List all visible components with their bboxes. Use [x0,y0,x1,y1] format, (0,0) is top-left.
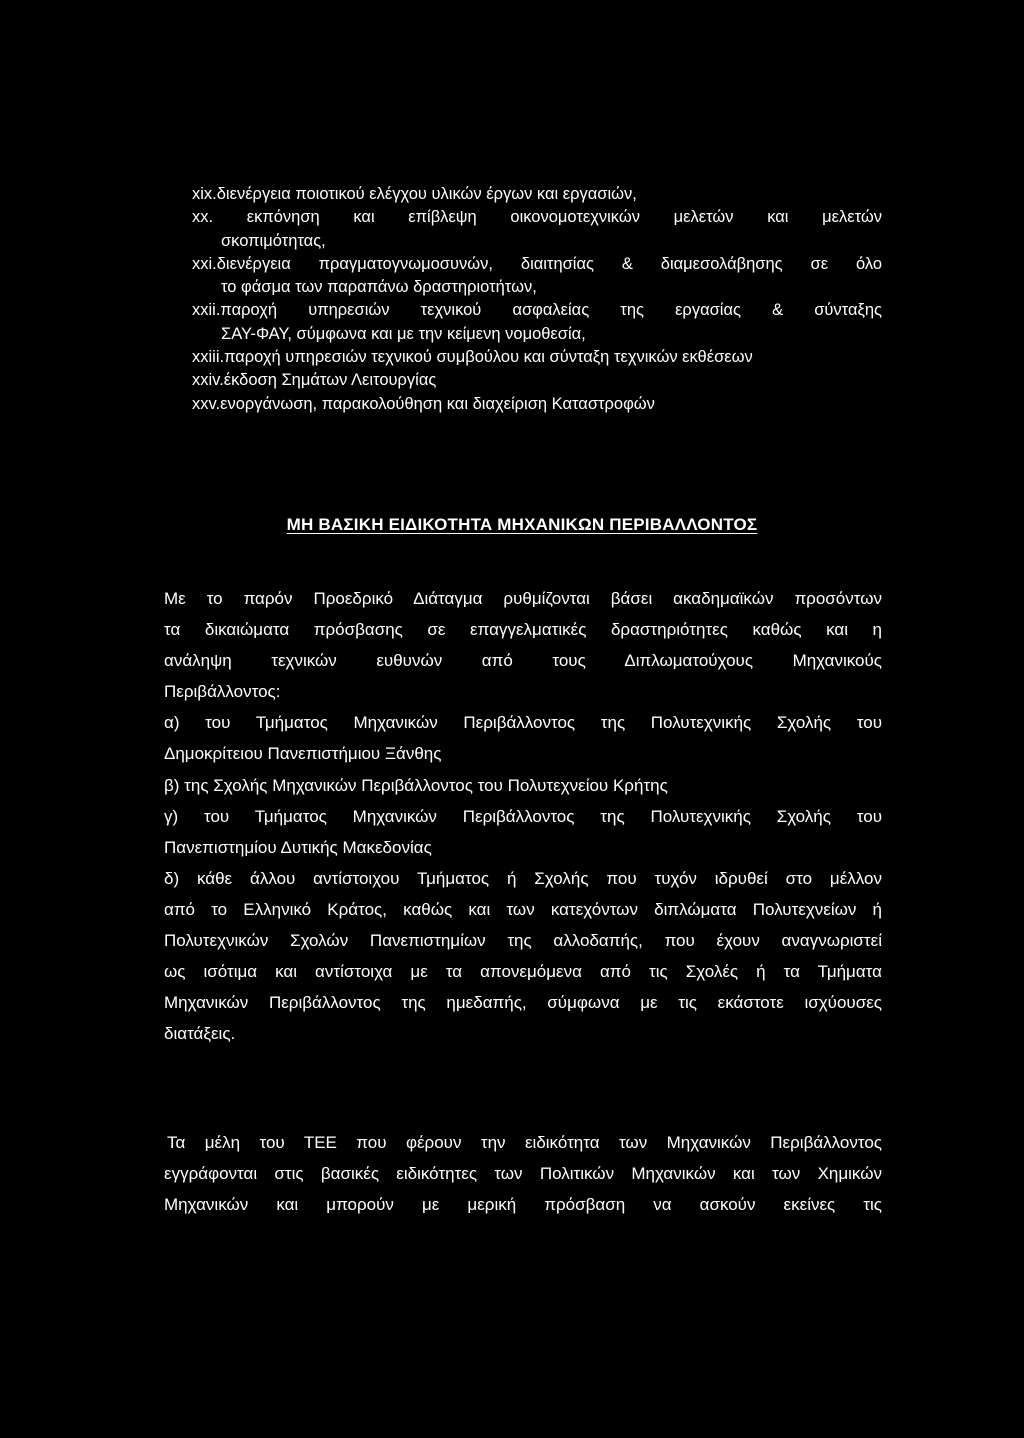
list-item [192,253,882,300]
paragraph-line: τα δικαιώματα πρόσβασης σε επαγγελματικές δραστηριότητες καθώς και η [164,620,882,640]
list-item-continuation: ΣΑΥ-ΦΑΥ, σύμφωνα και με την κείμενη νομοθεσία, [221,324,586,343]
list-item [192,299,882,346]
paragraph-line: Με το παρόν Προεδρικό Διάταγμα ρυθμίζονται βάσει ακαδημαϊκών προσόντων [164,589,882,608]
paragraph-line: γ) του Τμήματος Μηχανικών Περιβάλλοντος της Πολυτεχνικής Σχολής του [164,806,882,826]
paragraph-line: Τα μέλη του ΤΕΕ που φέρουν την ειδικότητα των Μηχανικών Περιβάλλοντος [167,1133,882,1152]
list-item-continuation: σκοπιμότητας, [221,231,326,250]
paragraph-line: β) της Σχολής Μηχανικών Περιβάλλοντος του Πολυτεχνείου Κρήτης [164,775,668,795]
list-item-text: xx. εκπόνηση και επίβλεψη οικονομοτεχνικών μελετών και μελετών [192,208,882,227]
paragraph-line: ανάληψη τεχνικών ευθυνών από τους Διπλωματούχους Μηχανικούς [164,651,882,671]
paragraph-line: Δημοκρίτειου Πανεπιστήμιου Ξάνθης [164,744,442,764]
paragraph-line: δ) κάθε άλλου αντίστοιχου Τμήματος ή Σχολής που τυχόν ιδρυθεί στο μέλλον [164,868,882,888]
paragraph-line: εγγράφονται στις βασικές ειδικότητες των Πολιτικών Μηχανικών και των Χημικών [164,1164,882,1184]
list-item-text: xxi.διενέργεια πραγματογνωμοσυνών, διαιτησίας & διαμεσολάβησης σε όλο [192,254,882,273]
paragraph-line: Πολυτεχνικών Σχολών Πανεπιστημίων της αλλοδαπής, που έχουν αναγνωριστεί [164,931,882,951]
list-item [192,369,882,392]
list-item-text: xxiii.παροχή υπηρεσιών τεχνικού συμβούλου και σύνταξη τεχνικών εκθέσεων [192,348,753,367]
list-item-text: xxv.ενοργάνωση, παρακολούθηση και διαχείριση Καταστροφών [192,394,655,413]
paragraph-line: από το Ελληνικό Κράτος, καθώς και των κατεχόντων διπλώματα Πολυτεχνείων ή [164,899,882,919]
duties-list [192,183,882,416]
list-item [192,206,882,253]
list-item [192,346,882,369]
list-item-text: xxii.παροχή υπηρεσιών τεχνικού ασφαλείας της εργασίας & σύνταξης [192,301,882,320]
list-item [192,183,882,206]
list-item [192,393,882,416]
paragraph-line: ως ισότιμα και αντίστοιχα με τα απονεμόμενα από τις Σχολές ή τα Τμήματα [164,962,882,982]
paragraph-line: α) του Τμήματος Μηχανικών Περιβάλλοντος της Πολυτεχνικής Σχολής του [164,713,882,733]
paragraph-line: Μηχανικών Περιβάλλοντος της ημεδαπής, σύμφωνα με τις εκάστοτε ισχύουσες [164,993,882,1013]
list-item-text: xix.διενέργεια ποιοτικού ελέγχου υλικών έργων και εργασιών, [192,185,637,203]
paragraph-tee-members [164,1127,882,1220]
paragraph-environmental-engineers [164,583,882,1049]
section-heading: ΜΗ ΒΑΣΙΚΗ ΕΙΔΙΚΟΤΗΤΑ ΜΗΧΑΝΙΚΩΝ ΠΕΡΙΒΑΛΛΟΝΤΟΣ [286,515,758,534]
paragraph-line: Περιβάλλοντος: [164,682,281,702]
paragraph-line: Πανεπιστημίου Δυτικής Μακεδονίας [164,837,432,857]
list-item-continuation: το φάσμα των παραπάνω δραστηριοτήτων, [221,278,537,297]
paragraph-line: Μηχανικών και μπορούν με μερική πρόσβαση να ασκούν εκείνες τις [164,1195,882,1215]
list-item-text: xxiv.έκδοση Σημάτων Λειτουργίας [192,371,437,390]
paragraph-line: διατάξεις. [164,1024,236,1044]
